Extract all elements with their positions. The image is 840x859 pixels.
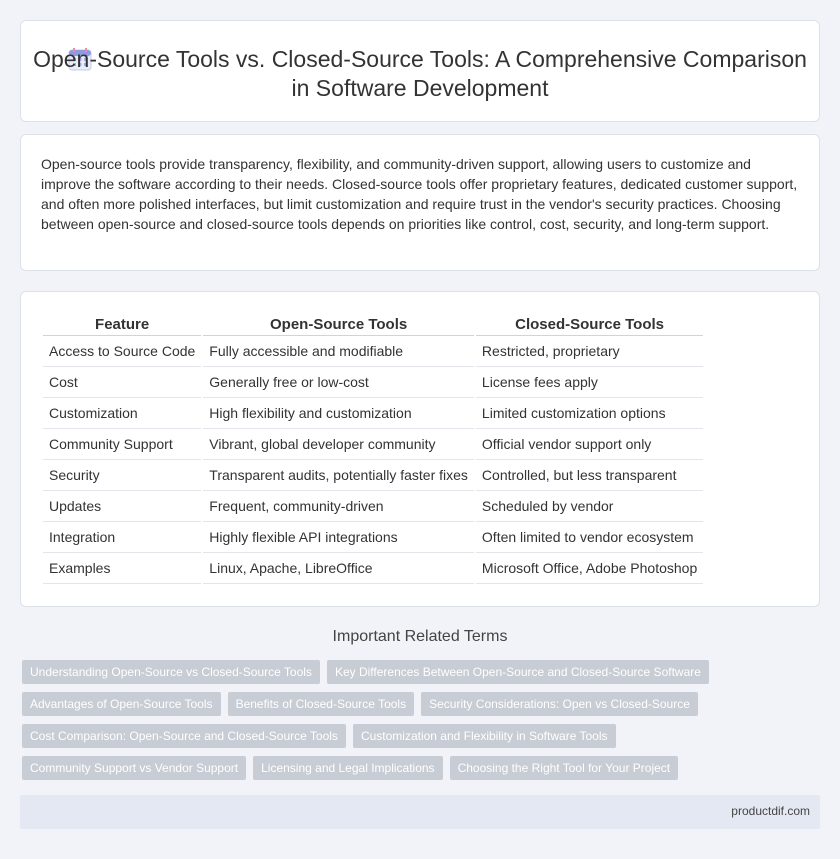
table-cell: Highly flexible API integrations	[203, 522, 474, 553]
intro-paragraph: Open-source tools provide transparency, flexibility, and community-driven support, allowing users to customize and improve the software according to their needs. Closed-source tools offer proprietary features, dedicated customer support, and often more polished interfaces, but limit customization and require trust in the vendor's security practices. Choosing between open-source and closed-source tools depends on priorities like control, cost, security, and long-term support.	[41, 156, 798, 232]
table-cell: Generally free or low-cost	[203, 367, 474, 398]
table-cell: Integration	[43, 522, 201, 553]
related-term-tag[interactable]: Licensing and Legal Implications	[253, 756, 442, 780]
footer-site-link[interactable]: productdif.com	[731, 804, 810, 818]
table-row	[43, 429, 703, 460]
table-cell: Limited customization options	[476, 398, 703, 429]
related-term-tag[interactable]: Cost Comparison: Open-Source and Closed-Source Tools	[22, 724, 346, 748]
table-row	[43, 491, 703, 522]
page-title: Open-Source Tools vs. Closed-Source Tools: A Comprehensive Comparison in Software Development	[33, 46, 807, 101]
related-term-tag[interactable]: Advantages of Open-Source Tools	[22, 692, 221, 716]
table-cell: Access to Source Code	[43, 336, 201, 367]
table-row	[43, 336, 703, 367]
table-cell: Frequent, community-driven	[203, 491, 474, 522]
related-terms-heading: Important Related Terms	[332, 628, 508, 645]
table-cell: Fully accessible and modifiable	[203, 336, 474, 367]
table-cell: Microsoft Office, Adobe Photoshop	[476, 553, 703, 584]
column-header-feature: Feature	[43, 314, 201, 336]
table-cell: Scheduled by vendor	[476, 491, 703, 522]
related-term-tag[interactable]: Choosing the Right Tool for Your Project	[450, 756, 679, 780]
related-term-tag[interactable]: Security Considerations: Open vs Closed-Source	[421, 692, 698, 716]
table-cell: Often limited to vendor ecosystem	[476, 522, 703, 553]
comparison-table	[41, 314, 705, 584]
table-cell: Official vendor support only	[476, 429, 703, 460]
table-header-row	[43, 314, 703, 336]
table-cell: Cost	[43, 367, 201, 398]
table-cell: Updates	[43, 491, 201, 522]
table-cell: Transparent audits, potentially faster fixes	[203, 460, 474, 491]
related-terms-list	[22, 660, 712, 788]
table-cell: Vibrant, global developer community	[203, 429, 474, 460]
table-cell: Customization	[43, 398, 201, 429]
table-cell: Community Support	[43, 429, 201, 460]
table-cell: Linux, Apache, LibreOffice	[203, 553, 474, 584]
table-row	[43, 522, 703, 553]
title-card	[20, 20, 820, 122]
comparison-table-card	[20, 291, 820, 607]
table-cell: Security	[43, 460, 201, 491]
related-term-tag[interactable]: Customization and Flexibility in Software Tools	[353, 724, 616, 748]
intro-card	[20, 134, 820, 271]
table-cell: License fees apply	[476, 367, 703, 398]
table-cell: Restricted, proprietary	[476, 336, 703, 367]
table-row	[43, 398, 703, 429]
related-term-tag[interactable]: Community Support vs Vendor Support	[22, 756, 246, 780]
table-row	[43, 553, 703, 584]
column-header-open-source: Open-Source Tools	[203, 314, 474, 336]
table-row	[43, 367, 703, 398]
column-header-closed-source: Closed-Source Tools	[476, 314, 703, 336]
related-term-tag[interactable]: Benefits of Closed-Source Tools	[228, 692, 415, 716]
table-row	[43, 460, 703, 491]
footer	[20, 795, 820, 829]
table-cell: Controlled, but less transparent	[476, 460, 703, 491]
related-term-tag[interactable]: Understanding Open-Source vs Closed-Source Tools	[22, 660, 320, 684]
related-term-tag[interactable]: Key Differences Between Open-Source and Closed-Source Software	[327, 660, 709, 684]
table-cell: High flexibility and customization	[203, 398, 474, 429]
table-cell: Examples	[43, 553, 201, 584]
